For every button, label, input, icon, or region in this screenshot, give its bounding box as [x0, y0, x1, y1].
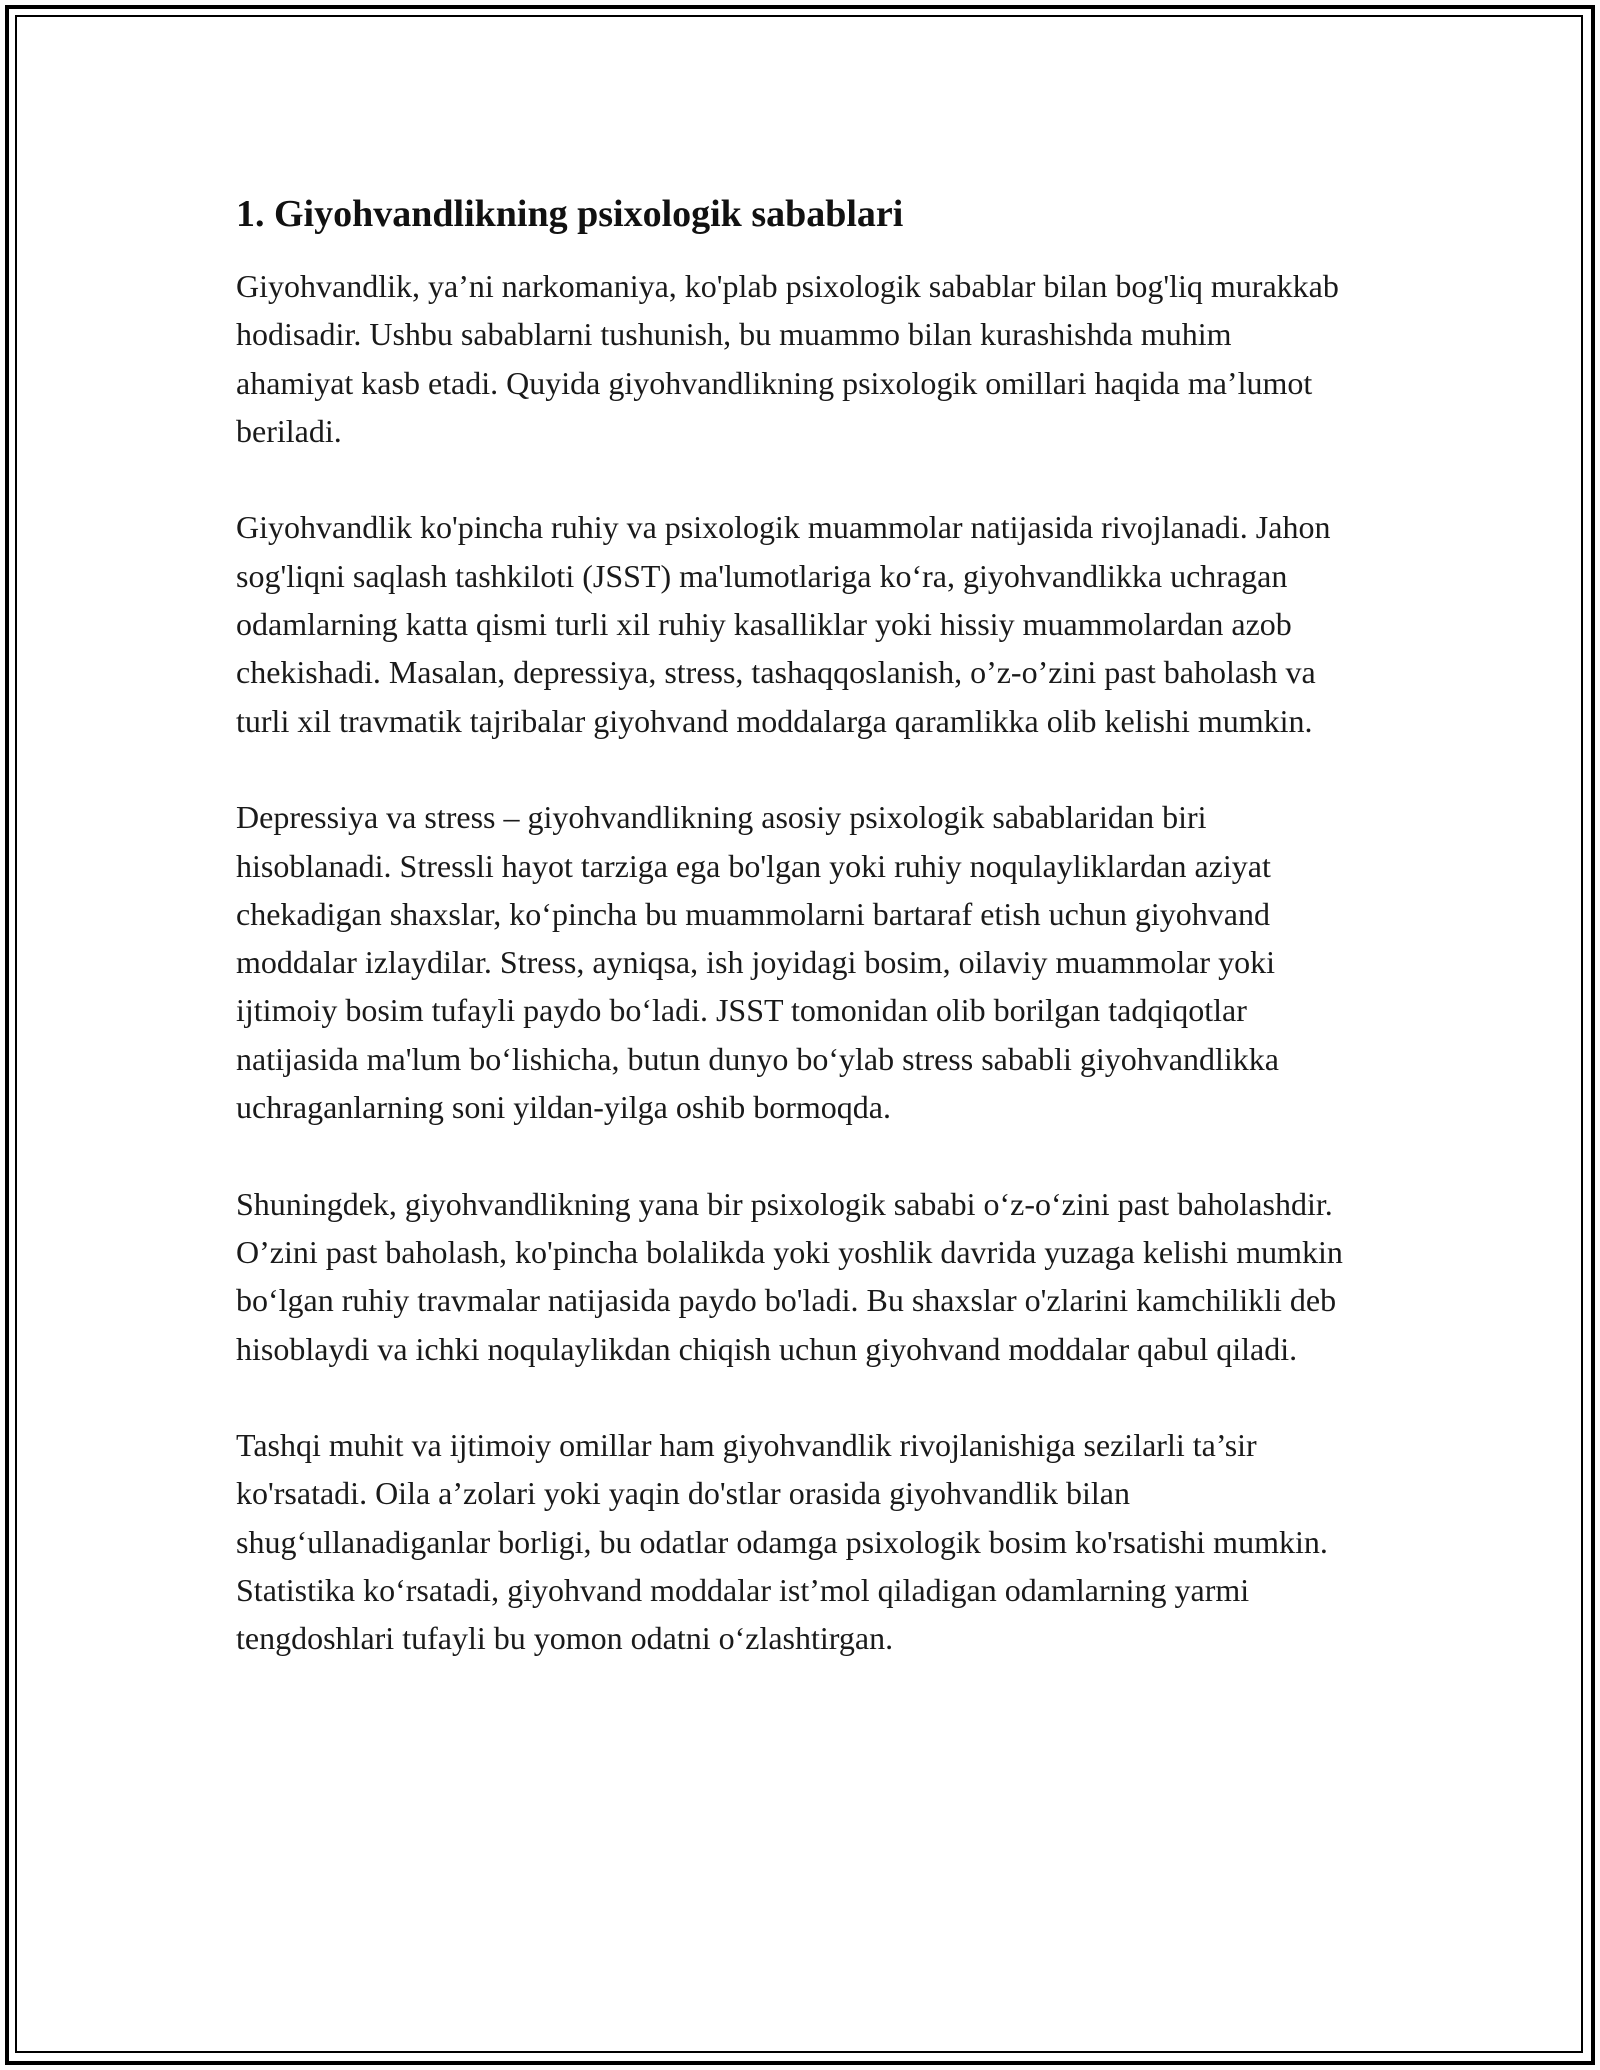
paragraph-intro: Giyohvandlik, ya’ni narkomaniya, ko'plab psixologik sabablar bilan bog'liq murakkab hodisadir. Ushbu sabablarni tushunish, bu muammo bilan kurashishda muhim ahamiyat kasb etadi. Quyida giyohvandlikning psixologik omillari haqida ma’lumot beriladi. [236, 268, 1339, 449]
paragraph-self-esteem: Shuningdek, giyohvandlikning yana bir psixologik sababi o‘z-o‘zini past baholashdir. O’zini past baholash, ko'pincha bolalikda yoki yoshlik davrida yuzaga kelishi mumkin bo‘lgan ruhiy travmalar natijasida paydo bo'ladi. Bu shaxslar o'zlarini kamchilikli deb hisoblaydi va ichki noqulaylikdan chiqish uchun giyohvand moddalar qabul qiladi. [236, 1185, 1343, 1367]
section-heading: 1. Giyohvandlikning psixologik sabablari [236, 193, 904, 235]
paragraph-social-factors: Tashqi muhit va ijtimoiy omillar ham giyohvandlik rivojlanishiga sezilarli ta’sir ko'rsatadi. Oila a’zolari yoki yaqin do'stlar orasida giyohvandlik bilan shug‘ullanadiganlar borligi, bu odatlar odamga psixologik bosim ko'rsatishi mumkin. Statistika ko‘rsatadi, giyohvand moddalar ist’mol qiladigan odamlarning yarmi tengdoshlari tufayli bu yomon odatni o‘zlashtirgan. [236, 1427, 1328, 1657]
document-body [236, 186, 1356, 1711]
paragraph-depression-stress: Depressiya va stress – giyohvandlikning asosiy psixologik sabablaridan biri hisoblanadi. Stressli hayot tarziga ega bo'lgan yoki ruhiy noqulayliklardan aziyat chekadigan shaxslar, ko‘pincha bu muammolarni bartaraf etish uchun giyohvand moddalar izlaydilar. Stress, ayniqsa, ish joyidagi bosim, oilaviy muammolar yoki ijtimoiy bosim tufayli paydo bo‘ladi. JSST tomonidan olib borilgan tadqiqotlar natijasida ma'lum bo‘lishicha, butun dunyo bo‘ylab stress sababli giyohvandlikka uchraganlarning soni yildan-yilga oshib bormoqda. [236, 799, 1279, 1126]
paragraph-mental-health: Giyohvandlik ko'pincha ruhiy va psixologik muammolar natijasida rivojlanadi. Jahon sog'liqni saqlash tashkiloti (JSST) ma'lumotlariga ko‘ra, giyohvandlikka uchragan odamlarning katta qismi turli xil ruhiy kasalliklar yoki hissiy muammolardan azob chekishadi. Masalan, depressiya, stress, tashaqqoslanish, o’z-o’zini past baholash va turli xil travmatik tajribalar giyohvand moddalarga qaramlikka olib kelishi mumkin. [236, 509, 1331, 739]
